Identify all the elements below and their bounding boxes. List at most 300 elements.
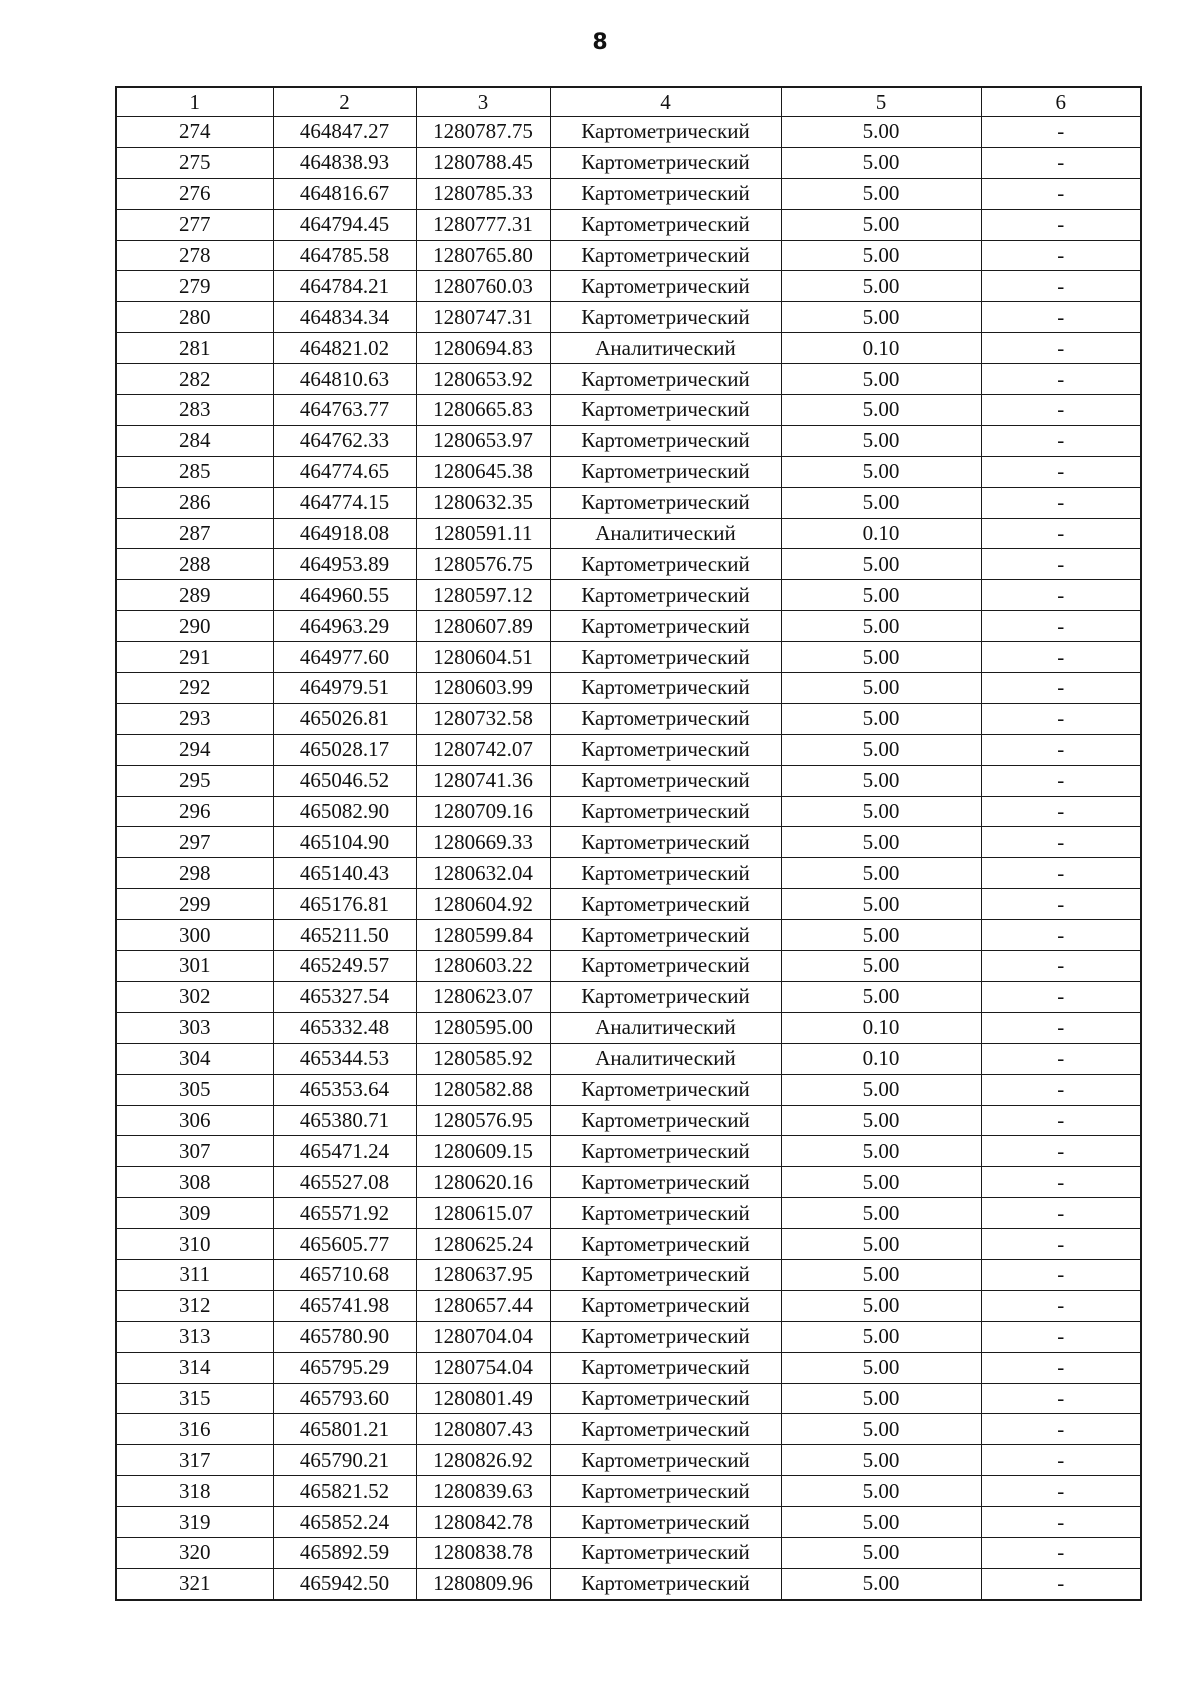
table-row bbox=[116, 302, 1141, 333]
description-cell: - bbox=[981, 1167, 1141, 1198]
point-number-cell: 317 bbox=[116, 1445, 273, 1476]
description-cell: - bbox=[981, 364, 1141, 395]
description-cell: - bbox=[981, 765, 1141, 796]
x-coordinate-cell: 464977.60 bbox=[273, 642, 416, 673]
table-row bbox=[116, 549, 1141, 580]
table-row bbox=[116, 611, 1141, 642]
accuracy-cell: 5.00 bbox=[781, 209, 981, 240]
method-cell: Аналитический bbox=[550, 333, 781, 364]
x-coordinate-cell: 464953.89 bbox=[273, 549, 416, 580]
x-coordinate-cell: 464785.58 bbox=[273, 240, 416, 271]
method-cell: Картометрический bbox=[550, 1229, 781, 1260]
table-row bbox=[116, 1012, 1141, 1043]
description-cell: - bbox=[981, 1507, 1141, 1538]
method-cell: Картометрический bbox=[550, 951, 781, 982]
x-coordinate-cell: 464838.93 bbox=[273, 147, 416, 178]
table-row bbox=[116, 1229, 1141, 1260]
table-row bbox=[116, 673, 1141, 704]
x-coordinate-cell: 465249.57 bbox=[273, 951, 416, 982]
description-cell: - bbox=[981, 703, 1141, 734]
method-cell: Картометрический bbox=[550, 117, 781, 148]
description-cell: - bbox=[981, 1352, 1141, 1383]
accuracy-cell: 5.00 bbox=[781, 549, 981, 580]
y-coordinate-cell: 1280603.99 bbox=[416, 673, 550, 704]
method-cell: Картометрический bbox=[550, 1352, 781, 1383]
description-cell: - bbox=[981, 580, 1141, 611]
accuracy-cell: 5.00 bbox=[781, 271, 981, 302]
method-cell: Картометрический bbox=[550, 1445, 781, 1476]
accuracy-cell: 5.00 bbox=[781, 827, 981, 858]
method-cell: Аналитический bbox=[550, 518, 781, 549]
y-coordinate-cell: 1280665.83 bbox=[416, 395, 550, 426]
header-row bbox=[116, 87, 1141, 117]
y-coordinate-cell: 1280742.07 bbox=[416, 734, 550, 765]
table-row bbox=[116, 518, 1141, 549]
point-number-cell: 299 bbox=[116, 889, 273, 920]
accuracy-cell: 0.10 bbox=[781, 1012, 981, 1043]
header-cell-2: 2 bbox=[273, 87, 416, 117]
x-coordinate-cell: 465801.21 bbox=[273, 1414, 416, 1445]
description-cell: - bbox=[981, 1043, 1141, 1074]
accuracy-cell: 5.00 bbox=[781, 1074, 981, 1105]
header-cell-3: 3 bbox=[416, 87, 550, 117]
table-row bbox=[116, 1476, 1141, 1507]
method-cell: Картометрический bbox=[550, 240, 781, 271]
y-coordinate-cell: 1280694.83 bbox=[416, 333, 550, 364]
method-cell: Картометрический bbox=[550, 827, 781, 858]
point-number-cell: 281 bbox=[116, 333, 273, 364]
method-cell: Картометрический bbox=[550, 425, 781, 456]
accuracy-cell: 5.00 bbox=[781, 1290, 981, 1321]
y-coordinate-cell: 1280788.45 bbox=[416, 147, 550, 178]
description-cell: - bbox=[981, 889, 1141, 920]
y-coordinate-cell: 1280576.95 bbox=[416, 1105, 550, 1136]
page-number: 8 bbox=[592, 30, 608, 55]
method-cell: Картометрический bbox=[550, 1259, 781, 1290]
x-coordinate-cell: 465082.90 bbox=[273, 796, 416, 827]
accuracy-cell: 5.00 bbox=[781, 858, 981, 889]
x-coordinate-cell: 464774.65 bbox=[273, 456, 416, 487]
x-coordinate-cell: 464821.02 bbox=[273, 333, 416, 364]
description-cell: - bbox=[981, 1321, 1141, 1352]
x-coordinate-cell: 465327.54 bbox=[273, 981, 416, 1012]
description-cell: - bbox=[981, 395, 1141, 426]
x-coordinate-cell: 464979.51 bbox=[273, 673, 416, 704]
accuracy-cell: 5.00 bbox=[781, 765, 981, 796]
x-coordinate-cell: 465104.90 bbox=[273, 827, 416, 858]
method-cell: Картометрический bbox=[550, 1136, 781, 1167]
description-cell: - bbox=[981, 827, 1141, 858]
point-number-cell: 318 bbox=[116, 1476, 273, 1507]
accuracy-cell: 5.00 bbox=[781, 1321, 981, 1352]
method-cell: Картометрический bbox=[550, 920, 781, 951]
accuracy-cell: 5.00 bbox=[781, 1229, 981, 1260]
table-row bbox=[116, 395, 1141, 426]
y-coordinate-cell: 1280809.96 bbox=[416, 1568, 550, 1599]
table-row bbox=[116, 981, 1141, 1012]
method-cell: Картометрический bbox=[550, 1167, 781, 1198]
x-coordinate-cell: 464774.15 bbox=[273, 487, 416, 518]
table-row bbox=[116, 1507, 1141, 1538]
accuracy-cell: 0.10 bbox=[781, 333, 981, 364]
y-coordinate-cell: 1280599.84 bbox=[416, 920, 550, 951]
accuracy-cell: 5.00 bbox=[781, 1167, 981, 1198]
description-cell: - bbox=[981, 1414, 1141, 1445]
point-number-cell: 286 bbox=[116, 487, 273, 518]
description-cell: - bbox=[981, 178, 1141, 209]
accuracy-cell: 5.00 bbox=[781, 1476, 981, 1507]
y-coordinate-cell: 1280653.92 bbox=[416, 364, 550, 395]
x-coordinate-cell: 465527.08 bbox=[273, 1167, 416, 1198]
x-coordinate-cell: 464784.21 bbox=[273, 271, 416, 302]
description-cell: - bbox=[981, 240, 1141, 271]
description-cell: - bbox=[981, 487, 1141, 518]
point-number-cell: 274 bbox=[116, 117, 273, 148]
table-row bbox=[116, 1414, 1141, 1445]
accuracy-cell: 5.00 bbox=[781, 364, 981, 395]
method-cell: Картометрический bbox=[550, 1568, 781, 1599]
table-row bbox=[116, 920, 1141, 951]
y-coordinate-cell: 1280839.63 bbox=[416, 1476, 550, 1507]
header-cell-1: 1 bbox=[116, 87, 273, 117]
accuracy-cell: 5.00 bbox=[781, 425, 981, 456]
method-cell: Картометрический bbox=[550, 456, 781, 487]
y-coordinate-cell: 1280801.49 bbox=[416, 1383, 550, 1414]
description-cell: - bbox=[981, 1012, 1141, 1043]
y-coordinate-cell: 1280609.15 bbox=[416, 1136, 550, 1167]
point-number-cell: 277 bbox=[116, 209, 273, 240]
table-row bbox=[116, 271, 1141, 302]
accuracy-cell: 0.10 bbox=[781, 1043, 981, 1074]
accuracy-cell: 5.00 bbox=[781, 611, 981, 642]
table-row bbox=[116, 240, 1141, 271]
table-row bbox=[116, 1352, 1141, 1383]
point-number-cell: 306 bbox=[116, 1105, 273, 1136]
table-row bbox=[116, 1321, 1141, 1352]
method-cell: Картометрический bbox=[550, 1476, 781, 1507]
accuracy-cell: 5.00 bbox=[781, 981, 981, 1012]
description-cell: - bbox=[981, 549, 1141, 580]
table-row bbox=[116, 951, 1141, 982]
accuracy-cell: 5.00 bbox=[781, 1136, 981, 1167]
description-cell: - bbox=[981, 1105, 1141, 1136]
x-coordinate-cell: 464763.77 bbox=[273, 395, 416, 426]
y-coordinate-cell: 1280604.92 bbox=[416, 889, 550, 920]
point-number-cell: 278 bbox=[116, 240, 273, 271]
y-coordinate-cell: 1280741.36 bbox=[416, 765, 550, 796]
point-number-cell: 291 bbox=[116, 642, 273, 673]
y-coordinate-cell: 1280604.51 bbox=[416, 642, 550, 673]
table-row bbox=[116, 178, 1141, 209]
table-row bbox=[116, 1568, 1141, 1599]
y-coordinate-cell: 1280732.58 bbox=[416, 703, 550, 734]
point-number-cell: 293 bbox=[116, 703, 273, 734]
accuracy-cell: 5.00 bbox=[781, 673, 981, 704]
accuracy-cell: 5.00 bbox=[781, 1507, 981, 1538]
x-coordinate-cell: 465571.92 bbox=[273, 1198, 416, 1229]
table-row bbox=[116, 889, 1141, 920]
point-number-cell: 305 bbox=[116, 1074, 273, 1105]
point-number-cell: 298 bbox=[116, 858, 273, 889]
point-number-cell: 315 bbox=[116, 1383, 273, 1414]
point-number-cell: 314 bbox=[116, 1352, 273, 1383]
x-coordinate-cell: 465710.68 bbox=[273, 1259, 416, 1290]
y-coordinate-cell: 1280620.16 bbox=[416, 1167, 550, 1198]
x-coordinate-cell: 464847.27 bbox=[273, 117, 416, 148]
accuracy-cell: 5.00 bbox=[781, 117, 981, 148]
table-row bbox=[116, 765, 1141, 796]
method-cell: Аналитический bbox=[550, 1012, 781, 1043]
x-coordinate-cell: 465353.64 bbox=[273, 1074, 416, 1105]
method-cell: Картометрический bbox=[550, 611, 781, 642]
method-cell: Картометрический bbox=[550, 271, 781, 302]
x-coordinate-cell: 465892.59 bbox=[273, 1537, 416, 1568]
method-cell: Картометрический bbox=[550, 1414, 781, 1445]
table-row bbox=[116, 1136, 1141, 1167]
point-number-cell: 320 bbox=[116, 1537, 273, 1568]
x-coordinate-cell: 464834.34 bbox=[273, 302, 416, 333]
table-row bbox=[116, 1074, 1141, 1105]
y-coordinate-cell: 1280607.89 bbox=[416, 611, 550, 642]
point-number-cell: 302 bbox=[116, 981, 273, 1012]
x-coordinate-cell: 464960.55 bbox=[273, 580, 416, 611]
accuracy-cell: 5.00 bbox=[781, 1352, 981, 1383]
method-cell: Картометрический bbox=[550, 673, 781, 704]
method-cell: Картометрический bbox=[550, 1198, 781, 1229]
description-cell: - bbox=[981, 1136, 1141, 1167]
table-row bbox=[116, 1445, 1141, 1476]
table-row bbox=[116, 1167, 1141, 1198]
method-cell: Картометрический bbox=[550, 487, 781, 518]
method-cell: Картометрический bbox=[550, 1105, 781, 1136]
description-cell: - bbox=[981, 425, 1141, 456]
table-row bbox=[116, 117, 1141, 148]
y-coordinate-cell: 1280591.11 bbox=[416, 518, 550, 549]
x-coordinate-cell: 464963.29 bbox=[273, 611, 416, 642]
y-coordinate-cell: 1280669.33 bbox=[416, 827, 550, 858]
y-coordinate-cell: 1280603.22 bbox=[416, 951, 550, 982]
table-row bbox=[116, 703, 1141, 734]
y-coordinate-cell: 1280585.92 bbox=[416, 1043, 550, 1074]
point-number-cell: 316 bbox=[116, 1414, 273, 1445]
x-coordinate-cell: 465344.53 bbox=[273, 1043, 416, 1074]
description-cell: - bbox=[981, 981, 1141, 1012]
point-number-cell: 288 bbox=[116, 549, 273, 580]
x-coordinate-cell: 465176.81 bbox=[273, 889, 416, 920]
accuracy-cell: 5.00 bbox=[781, 580, 981, 611]
table-row bbox=[116, 425, 1141, 456]
accuracy-cell: 5.00 bbox=[781, 147, 981, 178]
header-cell-5: 5 bbox=[781, 87, 981, 117]
accuracy-cell: 5.00 bbox=[781, 1259, 981, 1290]
y-coordinate-cell: 1280645.38 bbox=[416, 456, 550, 487]
table-row bbox=[116, 580, 1141, 611]
point-number-cell: 303 bbox=[116, 1012, 273, 1043]
header-cell-4: 4 bbox=[550, 87, 781, 117]
accuracy-cell: 5.00 bbox=[781, 642, 981, 673]
accuracy-cell: 5.00 bbox=[781, 920, 981, 951]
method-cell: Картометрический bbox=[550, 1290, 781, 1321]
y-coordinate-cell: 1280704.04 bbox=[416, 1321, 550, 1352]
description-cell: - bbox=[981, 1568, 1141, 1599]
method-cell: Картометрический bbox=[550, 1383, 781, 1414]
x-coordinate-cell: 464918.08 bbox=[273, 518, 416, 549]
method-cell: Картометрический bbox=[550, 395, 781, 426]
point-number-cell: 310 bbox=[116, 1229, 273, 1260]
point-number-cell: 292 bbox=[116, 673, 273, 704]
point-number-cell: 309 bbox=[116, 1198, 273, 1229]
table-row bbox=[116, 1105, 1141, 1136]
accuracy-cell: 5.00 bbox=[781, 1414, 981, 1445]
table-row bbox=[116, 333, 1141, 364]
y-coordinate-cell: 1280838.78 bbox=[416, 1537, 550, 1568]
accuracy-cell: 5.00 bbox=[781, 1568, 981, 1599]
point-number-cell: 279 bbox=[116, 271, 273, 302]
description-cell: - bbox=[981, 673, 1141, 704]
y-coordinate-cell: 1280709.16 bbox=[416, 796, 550, 827]
x-coordinate-cell: 465026.81 bbox=[273, 703, 416, 734]
accuracy-cell: 5.00 bbox=[781, 951, 981, 982]
method-cell: Картометрический bbox=[550, 302, 781, 333]
point-number-cell: 290 bbox=[116, 611, 273, 642]
table-row bbox=[116, 364, 1141, 395]
method-cell: Картометрический bbox=[550, 178, 781, 209]
point-number-cell: 282 bbox=[116, 364, 273, 395]
accuracy-cell: 5.00 bbox=[781, 734, 981, 765]
table-row bbox=[116, 858, 1141, 889]
method-cell: Картометрический bbox=[550, 549, 781, 580]
description-cell: - bbox=[981, 858, 1141, 889]
point-number-cell: 304 bbox=[116, 1043, 273, 1074]
y-coordinate-cell: 1280842.78 bbox=[416, 1507, 550, 1538]
point-number-cell: 297 bbox=[116, 827, 273, 858]
method-cell: Картометрический bbox=[550, 147, 781, 178]
accuracy-cell: 5.00 bbox=[781, 703, 981, 734]
y-coordinate-cell: 1280807.43 bbox=[416, 1414, 550, 1445]
y-coordinate-cell: 1280657.44 bbox=[416, 1290, 550, 1321]
method-cell: Картометрический bbox=[550, 209, 781, 240]
table-row bbox=[116, 734, 1141, 765]
table-row bbox=[116, 487, 1141, 518]
accuracy-cell: 5.00 bbox=[781, 1198, 981, 1229]
accuracy-cell: 5.00 bbox=[781, 796, 981, 827]
point-number-cell: 311 bbox=[116, 1259, 273, 1290]
description-cell: - bbox=[981, 1383, 1141, 1414]
description-cell: - bbox=[981, 1290, 1141, 1321]
x-coordinate-cell: 465332.48 bbox=[273, 1012, 416, 1043]
x-coordinate-cell: 465380.71 bbox=[273, 1105, 416, 1136]
y-coordinate-cell: 1280623.07 bbox=[416, 981, 550, 1012]
y-coordinate-cell: 1280754.04 bbox=[416, 1352, 550, 1383]
x-coordinate-cell: 465793.60 bbox=[273, 1383, 416, 1414]
table-row bbox=[116, 1290, 1141, 1321]
method-cell: Картометрический bbox=[550, 858, 781, 889]
description-cell: - bbox=[981, 1229, 1141, 1260]
point-number-cell: 312 bbox=[116, 1290, 273, 1321]
x-coordinate-cell: 465821.52 bbox=[273, 1476, 416, 1507]
y-coordinate-cell: 1280615.07 bbox=[416, 1198, 550, 1229]
x-coordinate-cell: 465790.21 bbox=[273, 1445, 416, 1476]
x-coordinate-cell: 465211.50 bbox=[273, 920, 416, 951]
method-cell: Картометрический bbox=[550, 889, 781, 920]
y-coordinate-cell: 1280760.03 bbox=[416, 271, 550, 302]
table-row bbox=[116, 642, 1141, 673]
point-number-cell: 295 bbox=[116, 765, 273, 796]
accuracy-cell: 5.00 bbox=[781, 1537, 981, 1568]
x-coordinate-cell: 465780.90 bbox=[273, 1321, 416, 1352]
method-cell: Аналитический bbox=[550, 1043, 781, 1074]
x-coordinate-cell: 465942.50 bbox=[273, 1568, 416, 1599]
table-row bbox=[116, 209, 1141, 240]
y-coordinate-cell: 1280765.80 bbox=[416, 240, 550, 271]
description-cell: - bbox=[981, 1259, 1141, 1290]
point-number-cell: 289 bbox=[116, 580, 273, 611]
method-cell: Картометрический bbox=[550, 734, 781, 765]
y-coordinate-cell: 1280826.92 bbox=[416, 1445, 550, 1476]
table-header bbox=[116, 87, 1141, 117]
x-coordinate-cell: 465852.24 bbox=[273, 1507, 416, 1538]
description-cell: - bbox=[981, 951, 1141, 982]
x-coordinate-cell: 464816.67 bbox=[273, 178, 416, 209]
method-cell: Картометрический bbox=[550, 981, 781, 1012]
table-row bbox=[116, 1259, 1141, 1290]
y-coordinate-cell: 1280632.35 bbox=[416, 487, 550, 518]
method-cell: Картометрический bbox=[550, 364, 781, 395]
table-row bbox=[116, 1383, 1141, 1414]
x-coordinate-cell: 465605.77 bbox=[273, 1229, 416, 1260]
table-row bbox=[116, 456, 1141, 487]
header-cell-6: 6 bbox=[981, 87, 1141, 117]
table-row bbox=[116, 796, 1141, 827]
point-number-cell: 287 bbox=[116, 518, 273, 549]
point-number-cell: 276 bbox=[116, 178, 273, 209]
table-row bbox=[116, 1043, 1141, 1074]
point-number-cell: 284 bbox=[116, 425, 273, 456]
description-cell: - bbox=[981, 1445, 1141, 1476]
description-cell: - bbox=[981, 1074, 1141, 1105]
x-coordinate-cell: 465046.52 bbox=[273, 765, 416, 796]
y-coordinate-cell: 1280637.95 bbox=[416, 1259, 550, 1290]
point-number-cell: 294 bbox=[116, 734, 273, 765]
accuracy-cell: 5.00 bbox=[781, 456, 981, 487]
accuracy-cell: 5.00 bbox=[781, 1445, 981, 1476]
x-coordinate-cell: 464810.63 bbox=[273, 364, 416, 395]
y-coordinate-cell: 1280747.31 bbox=[416, 302, 550, 333]
description-cell: - bbox=[981, 1537, 1141, 1568]
point-number-cell: 313 bbox=[116, 1321, 273, 1352]
point-number-cell: 296 bbox=[116, 796, 273, 827]
table-body bbox=[116, 117, 1141, 1600]
accuracy-cell: 5.00 bbox=[781, 395, 981, 426]
point-number-cell: 301 bbox=[116, 951, 273, 982]
y-coordinate-cell: 1280785.33 bbox=[416, 178, 550, 209]
y-coordinate-cell: 1280576.75 bbox=[416, 549, 550, 580]
y-coordinate-cell: 1280777.31 bbox=[416, 209, 550, 240]
table-row bbox=[116, 1198, 1141, 1229]
point-number-cell: 275 bbox=[116, 147, 273, 178]
description-cell: - bbox=[981, 209, 1141, 240]
method-cell: Картометрический bbox=[550, 580, 781, 611]
x-coordinate-cell: 465028.17 bbox=[273, 734, 416, 765]
accuracy-cell: 5.00 bbox=[781, 302, 981, 333]
table-row bbox=[116, 147, 1141, 178]
method-cell: Картометрический bbox=[550, 1507, 781, 1538]
coordinates-table bbox=[115, 86, 1142, 1601]
y-coordinate-cell: 1280595.00 bbox=[416, 1012, 550, 1043]
description-cell: - bbox=[981, 734, 1141, 765]
y-coordinate-cell: 1280653.97 bbox=[416, 425, 550, 456]
description-cell: - bbox=[981, 920, 1141, 951]
